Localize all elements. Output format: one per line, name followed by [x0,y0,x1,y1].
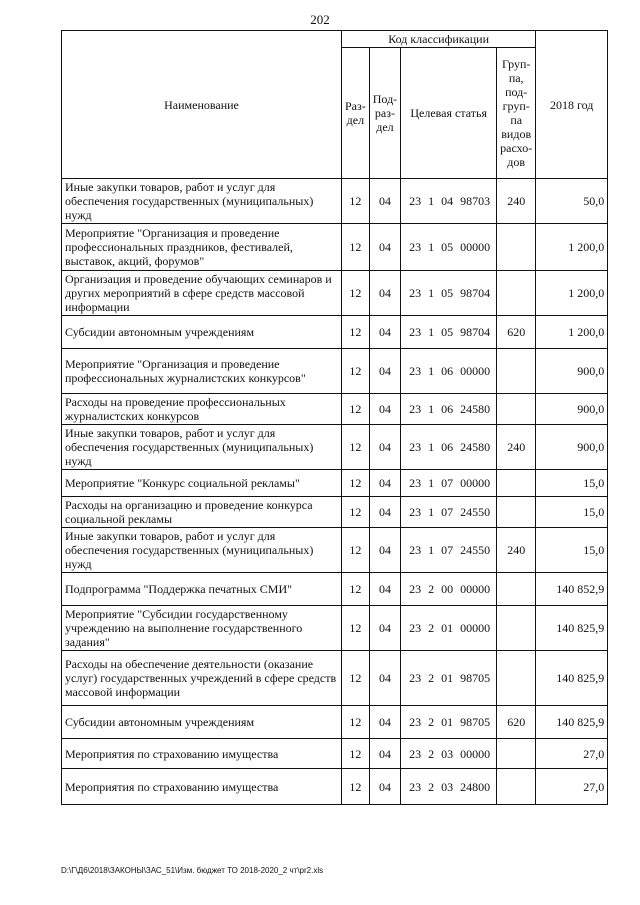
target-article-part: 24580 [460,402,491,416]
page-number: 202 [310,12,330,27]
table-row [62,606,608,651]
row-name: Мероприятие "Организация и проведение профессиональных праздников, фестивалей, выставок, акций, форумов" [62,224,342,271]
target-article-part: 03 [441,779,454,794]
target-article-part: 23 [409,364,422,378]
target-article-part: 23 [409,505,422,519]
table-row [62,651,608,706]
row-expense-group [497,271,536,316]
row-amount: 1 200,0 [536,271,608,316]
target-article-part: 23 [409,543,422,557]
row-name: Подпрограмма "Поддержка печатных СМИ" [62,573,342,606]
target-article-part: 98705 [460,715,491,729]
row-target-article [401,349,497,394]
target-article-part: 98703 [460,194,491,208]
row-razdel: 12 [342,394,370,425]
row-name: Субсидии автономным учреждениям [62,706,342,739]
row-razdel: 12 [342,224,370,271]
row-razdel: 12 [342,706,370,739]
row-name: Иные закупки товаров, работ и услуг для обеспечения государственных (муниципальных) нужд [62,179,342,224]
target-article-part: 98705 [460,671,491,685]
table-row [62,349,608,394]
row-razdel: 12 [342,179,370,224]
row-expense-group [497,470,536,497]
row-expense-group: 240 [497,425,536,470]
row-razdel: 12 [342,349,370,394]
row-expense-group: 620 [497,706,536,739]
target-article-part: 2 [428,779,435,794]
target-article-part: 2 [428,746,435,761]
target-article-part: 1 [428,194,435,208]
row-target-article [401,470,497,497]
row-razdel: 12 [342,497,370,528]
target-article-part: 01 [441,671,454,685]
row-target-article [401,528,497,573]
target-article-part: 2 [428,715,435,729]
header-year: 2018 год [536,31,608,179]
row-razdel: 12 [342,606,370,651]
target-article-part: 23 [409,715,422,729]
row-target-article [401,769,497,805]
row-name: Субсидии автономным учреждениям [62,316,342,349]
row-amount: 27,0 [536,739,608,769]
budget-table [61,30,608,805]
table-row [62,706,608,739]
row-name: Мероприятия по страхованию имущества [62,739,342,769]
target-article-part: 23 [409,440,422,454]
row-target-article [401,573,497,606]
target-article-part: 01 [441,621,454,635]
target-article-part: 06 [441,440,454,454]
header-name: Наименование [62,31,342,179]
target-article-part: 23 [409,194,422,208]
row-razdel: 12 [342,271,370,316]
row-expense-group [497,497,536,528]
row-podrazdel: 04 [369,528,400,573]
row-podrazdel: 04 [369,271,400,316]
target-article-part: 23 [409,779,422,794]
target-article-part: 23 [409,286,422,300]
row-name: Мероприятие "Конкурс социальной рекламы" [62,470,342,497]
row-target-article [401,425,497,470]
target-article-part: 24550 [460,543,491,557]
target-article-part: 04 [441,194,454,208]
row-amount: 50,0 [536,179,608,224]
row-podrazdel: 04 [369,606,400,651]
target-article-part: 1 [428,402,435,416]
table-row [62,528,608,573]
target-article-part: 23 [409,621,422,635]
row-podrazdel: 04 [369,394,400,425]
row-expense-group [497,651,536,706]
row-name: Иные закупки товаров, работ и услуг для обеспечения государственных (муниципальных) нужд [62,528,342,573]
row-podrazdel: 04 [369,470,400,497]
target-article-part: 05 [441,325,454,339]
target-article-part: 1 [428,364,435,378]
row-podrazdel: 04 [369,497,400,528]
target-article-part: 1 [428,240,435,254]
target-article-part: 07 [441,476,454,490]
target-article-part: 2 [428,621,435,635]
row-amount: 27,0 [536,769,608,805]
row-target-article [401,739,497,769]
row-podrazdel: 04 [369,769,400,805]
target-article-part: 03 [441,746,454,761]
header-code: Код классификации [342,31,536,48]
target-article-part: 07 [441,543,454,557]
row-name: Расходы на организацию и проведение конкурса социальной рекламы [62,497,342,528]
target-article-part: 98704 [460,286,491,300]
row-amount: 1 200,0 [536,316,608,349]
row-razdel: 12 [342,316,370,349]
row-razdel: 12 [342,573,370,606]
table-row [62,497,608,528]
row-target-article [401,706,497,739]
row-amount: 900,0 [536,349,608,394]
row-name: Мероприятие "Организация и проведение профессиональных журналистских конкурсов" [62,349,342,394]
row-razdel: 12 [342,769,370,805]
row-razdel: 12 [342,739,370,769]
row-podrazdel: 04 [369,739,400,769]
table-row [62,425,608,470]
target-article-part: 98704 [460,325,491,339]
target-article-part: 24800 [460,779,491,794]
row-expense-group: 240 [497,528,536,573]
target-article-part: 2 [428,582,435,596]
row-podrazdel: 04 [369,651,400,706]
target-article-part: 05 [441,240,454,254]
target-article-part: 23 [409,325,422,339]
table-row [62,179,608,224]
target-article-part: 06 [441,364,454,378]
target-article-part: 1 [428,325,435,339]
row-expense-group [497,769,536,805]
row-target-article [401,179,497,224]
row-podrazdel: 04 [369,425,400,470]
row-amount: 140 825,9 [536,606,608,651]
row-expense-group: 240 [497,179,536,224]
row-name: Организация и проведение обучающих семинаров и других мероприятий в сфере средств массовой информации [62,271,342,316]
row-target-article [401,606,497,651]
target-article-part: 1 [428,505,435,519]
row-target-article [401,651,497,706]
row-name: Мероприятие "Субсидии государственному учреждению на выполнение государственного задания" [62,606,342,651]
row-name: Иные закупки товаров, работ и услуг для обеспечения государственных (муниципальных) нужд [62,425,342,470]
target-article-part: 01 [441,715,454,729]
target-article-part: 23 [409,240,422,254]
row-amount: 140 825,9 [536,706,608,739]
target-article-part: 00000 [460,621,491,635]
row-amount: 900,0 [536,394,608,425]
target-article-part: 23 [409,476,422,490]
row-expense-group [497,573,536,606]
table-row [62,769,608,805]
target-article-part: 00 [441,582,454,596]
table-row [62,739,608,769]
row-amount: 1 200,0 [536,224,608,271]
table-row [62,316,608,349]
row-podrazdel: 04 [369,224,400,271]
target-article-part: 00000 [460,746,491,761]
table-row [62,271,608,316]
row-expense-group [497,606,536,651]
row-razdel: 12 [342,651,370,706]
target-article-part: 1 [428,440,435,454]
file-path-footer: D:\Г\Д6\2018\ЗАКОНЫ\ЗАС_51\Изм. бюджет ТО 2018-2020_2 чт\pr2.xls [61,866,324,875]
row-expense-group: 620 [497,316,536,349]
target-article-part: 23 [409,402,422,416]
target-article-part: 1 [428,286,435,300]
row-expense-group [497,349,536,394]
row-razdel: 12 [342,528,370,573]
row-name: Мероприятия по страхованию имущества [62,769,342,805]
row-podrazdel: 04 [369,349,400,394]
row-amount: 15,0 [536,497,608,528]
table-row [62,470,608,497]
row-target-article [401,271,497,316]
row-amount: 140 852,9 [536,573,608,606]
table-row [62,573,608,606]
row-target-article [401,224,497,271]
row-amount: 15,0 [536,470,608,497]
header-section: Раз- дел [342,48,370,179]
row-podrazdel: 04 [369,706,400,739]
target-article-part: 06 [441,402,454,416]
table-row [62,224,608,271]
row-amount: 900,0 [536,425,608,470]
row-target-article [401,497,497,528]
target-article-part: 07 [441,505,454,519]
target-article-part: 1 [428,543,435,557]
row-expense-group [497,394,536,425]
target-article-part: 24550 [460,505,491,519]
target-article-part: 00000 [460,364,491,378]
target-article-part: 2 [428,671,435,685]
row-expense-group [497,739,536,769]
target-article-part: 23 [409,582,422,596]
target-article-part: 23 [409,746,422,761]
target-article-part: 00000 [460,240,491,254]
row-expense-group [497,224,536,271]
target-article-part: 00000 [460,476,491,490]
target-article-part: 00000 [460,582,491,596]
row-amount: 140 825,9 [536,651,608,706]
target-article-part: 05 [441,286,454,300]
target-article-part: 23 [409,671,422,685]
row-razdel: 12 [342,470,370,497]
row-name: Расходы на обеспечение деятельности (оказание услуг) государственных учреждений в сфере средств массовой информации [62,651,342,706]
header-subsection: Под- раз- дел [369,48,400,179]
header-target: Целевая статья [401,48,497,179]
row-target-article [401,394,497,425]
row-name: Расходы на проведение профессиональных журналистских конкурсов [62,394,342,425]
table-row [62,394,608,425]
target-article-part: 24580 [460,440,491,454]
row-razdel: 12 [342,425,370,470]
row-podrazdel: 04 [369,316,400,349]
row-target-article [401,316,497,349]
row-podrazdel: 04 [369,573,400,606]
target-article-part: 1 [428,476,435,490]
row-amount: 15,0 [536,528,608,573]
header-group: Груп- па, под- груп- па видов расхо- дов [497,48,536,179]
row-podrazdel: 04 [369,179,400,224]
